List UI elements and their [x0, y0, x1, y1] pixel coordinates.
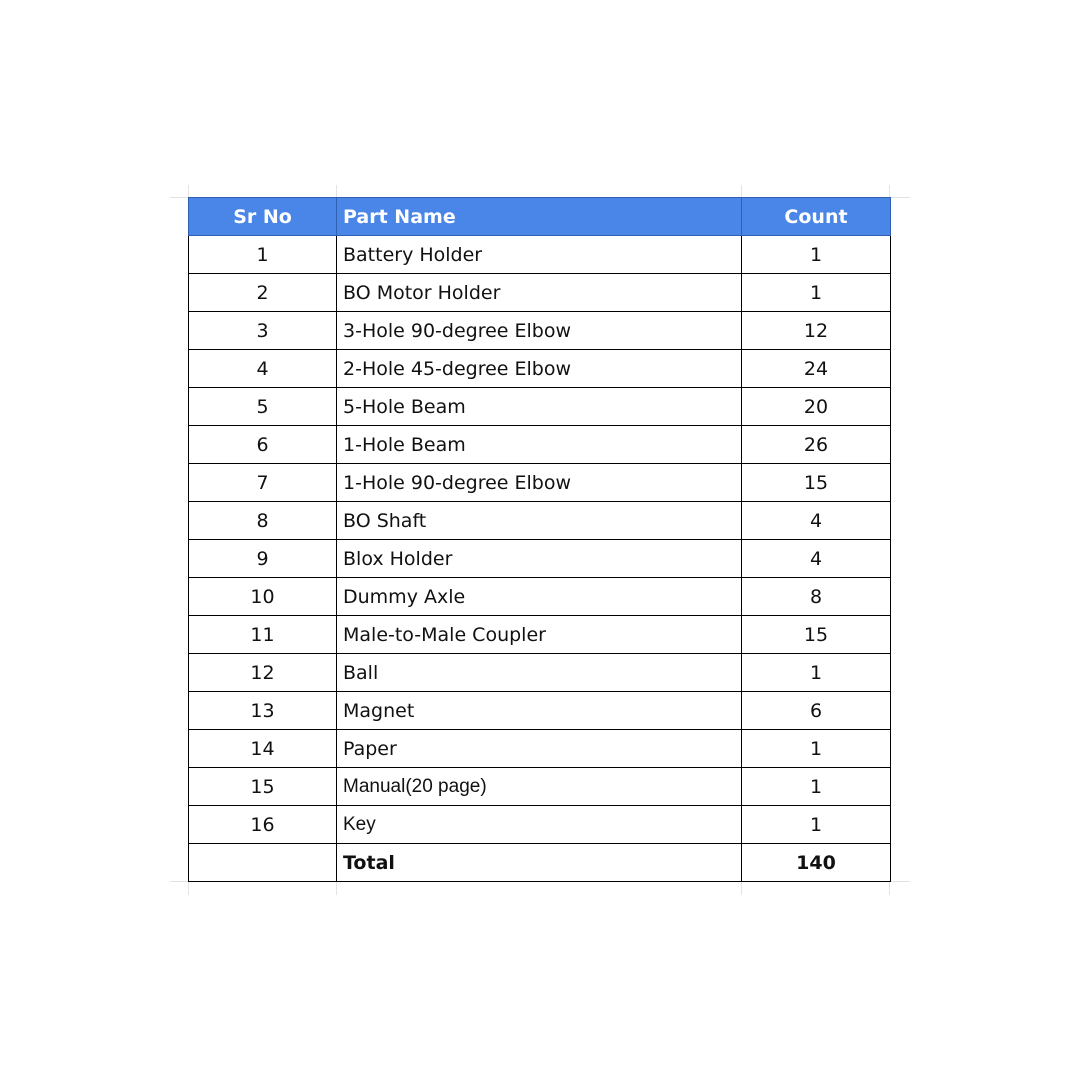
sr-no-cell[interactable]: 3 — [189, 312, 337, 350]
table-row — [189, 806, 891, 844]
part-name-cell[interactable]: Blox Holder — [337, 540, 742, 578]
sr-no-cell[interactable]: 12 — [189, 654, 337, 692]
part-name-cell[interactable]: Dummy Axle — [337, 578, 742, 616]
count-cell[interactable]: 1 — [742, 730, 891, 768]
count-cell[interactable]: 1 — [742, 806, 891, 844]
sr-no-cell[interactable]: 4 — [189, 350, 337, 388]
sr-no-cell[interactable]: 7 — [189, 464, 337, 502]
count-cell[interactable]: 24 — [742, 350, 891, 388]
table-row — [189, 730, 891, 768]
table-row — [189, 540, 891, 578]
table-body — [189, 236, 891, 844]
table-row — [189, 350, 891, 388]
table-row — [189, 312, 891, 350]
table-row — [189, 274, 891, 312]
part-name-cell[interactable]: Battery Holder — [337, 236, 742, 274]
part-name-cell[interactable]: 1-Hole 90-degree Elbow — [337, 464, 742, 502]
total-count[interactable]: 140 — [742, 844, 891, 882]
sr-no-cell[interactable]: 6 — [189, 426, 337, 464]
header-row — [189, 198, 891, 236]
part-name-cell[interactable]: 5-Hole Beam — [337, 388, 742, 426]
sr-no-cell[interactable]: 5 — [189, 388, 337, 426]
sr-no-cell[interactable]: 9 — [189, 540, 337, 578]
table-row — [189, 426, 891, 464]
sr-no-cell[interactable]: 10 — [189, 578, 337, 616]
part-name-cell[interactable]: Magnet — [337, 692, 742, 730]
part-name-cell[interactable]: BO Shaft — [337, 502, 742, 540]
sr-no-cell[interactable]: 8 — [189, 502, 337, 540]
count-cell[interactable]: 1 — [742, 768, 891, 806]
part-name-cell[interactable]: Ball — [337, 654, 742, 692]
table-row — [189, 654, 891, 692]
part-name-cell[interactable]: Key — [337, 806, 742, 844]
count-cell[interactable]: 1 — [742, 654, 891, 692]
part-name-cell[interactable]: Manual(20 page) — [337, 768, 742, 806]
count-cell[interactable]: 1 — [742, 236, 891, 274]
count-cell[interactable]: 15 — [742, 616, 891, 654]
part-name-cell[interactable]: BO Motor Holder — [337, 274, 742, 312]
count-cell[interactable]: 8 — [742, 578, 891, 616]
sr-no-cell[interactable]: 13 — [189, 692, 337, 730]
sr-no-cell[interactable]: 1 — [189, 236, 337, 274]
total-sr-cell[interactable] — [189, 844, 337, 882]
parts-table — [188, 197, 891, 882]
count-cell[interactable]: 26 — [742, 426, 891, 464]
sr-no-cell[interactable]: 11 — [189, 616, 337, 654]
sr-no-cell[interactable]: 14 — [189, 730, 337, 768]
table-row — [189, 616, 891, 654]
part-name-cell[interactable]: 1-Hole Beam — [337, 426, 742, 464]
total-row — [189, 844, 891, 882]
table-row — [189, 578, 891, 616]
sr-no-cell[interactable]: 16 — [189, 806, 337, 844]
count-cell[interactable]: 15 — [742, 464, 891, 502]
part-name-cell[interactable]: Male-to-Male Coupler — [337, 616, 742, 654]
header-part-name[interactable]: Part Name — [337, 198, 742, 236]
table-row — [189, 464, 891, 502]
count-cell[interactable]: 6 — [742, 692, 891, 730]
count-cell[interactable]: 4 — [742, 502, 891, 540]
table-row — [189, 236, 891, 274]
count-cell[interactable]: 1 — [742, 274, 891, 312]
count-cell[interactable]: 12 — [742, 312, 891, 350]
count-cell[interactable]: 20 — [742, 388, 891, 426]
table-row — [189, 388, 891, 426]
header-count[interactable]: Count — [742, 198, 891, 236]
part-name-cell[interactable]: 3-Hole 90-degree Elbow — [337, 312, 742, 350]
sr-no-cell[interactable]: 2 — [189, 274, 337, 312]
header-sr-no[interactable]: Sr No — [189, 198, 337, 236]
sr-no-cell[interactable]: 15 — [189, 768, 337, 806]
part-name-cell[interactable]: Paper — [337, 730, 742, 768]
table-row — [189, 502, 891, 540]
table-row — [189, 768, 891, 806]
count-cell[interactable]: 4 — [742, 540, 891, 578]
part-name-cell[interactable]: 2-Hole 45-degree Elbow — [337, 350, 742, 388]
table-row — [189, 692, 891, 730]
total-label[interactable]: Total — [337, 844, 742, 882]
